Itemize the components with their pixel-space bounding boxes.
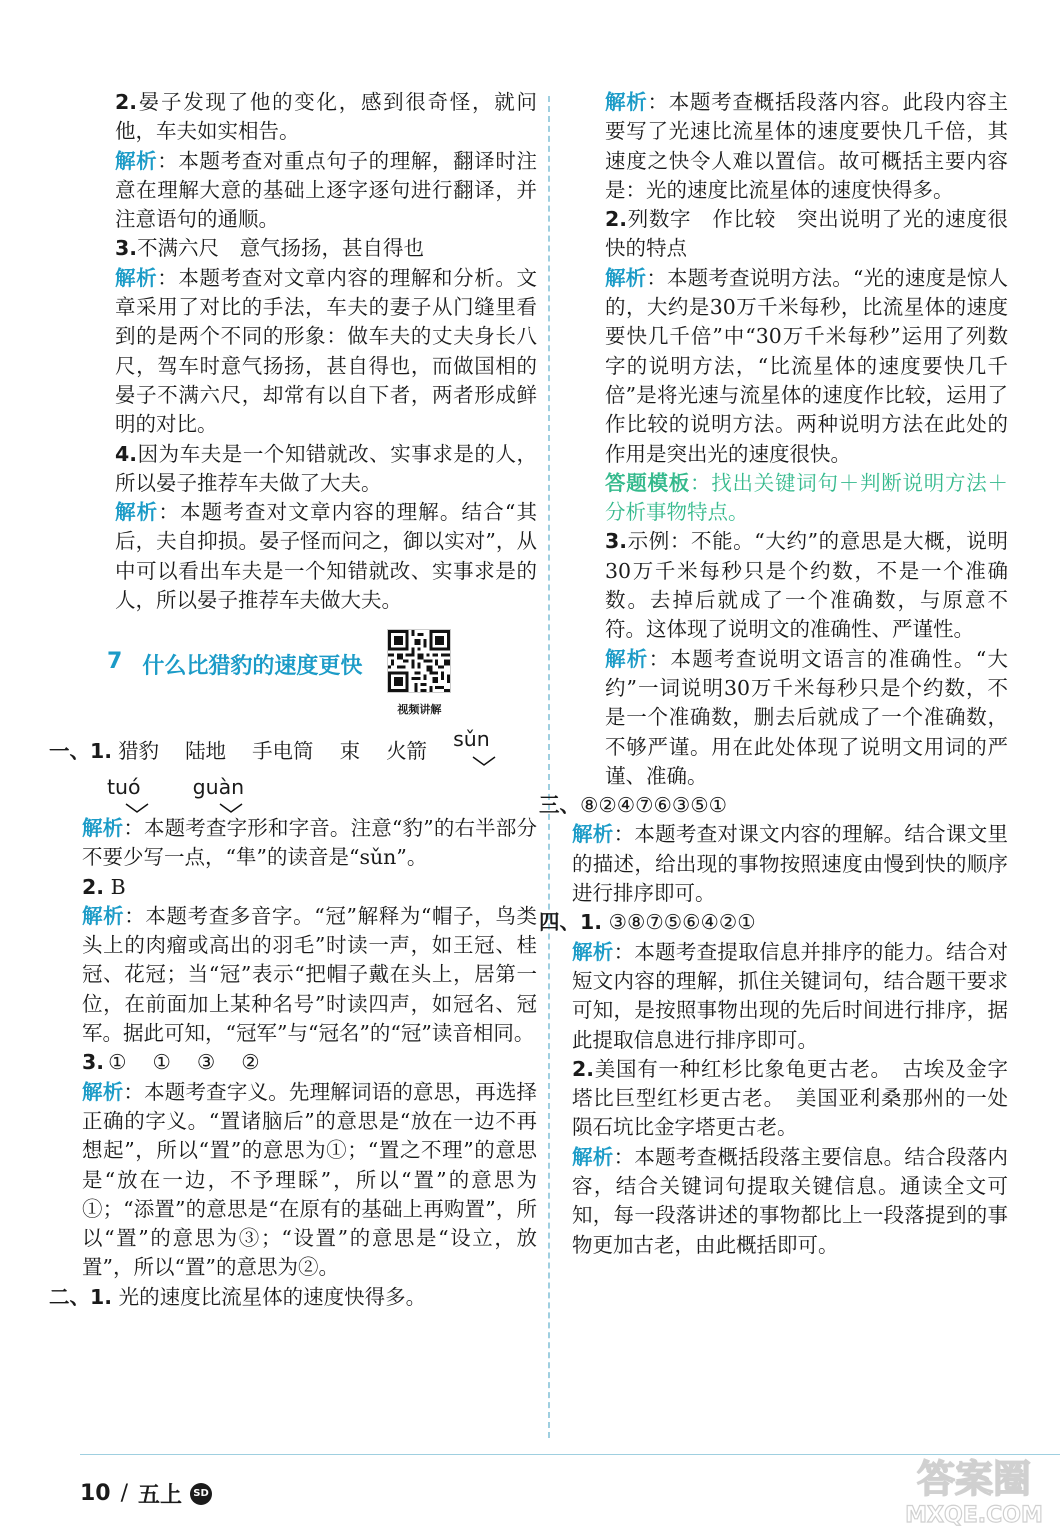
analysis-text: ：本题考查字义。先理解词语的意思，再选择正确的字义。“置诸脑后”的意思是“放在一边不再想起”，所以“置”的意思为①；“置之不理”的意思是“放在一边，不予理睬”，所以“置”的意思为①；“添置”的意思是“在原有的基础上再购置”，所以“置”的意思为③；“设置”的意思是“设立，放置”，所以“置”的意思为②。: [82, 1079, 538, 1280]
pinyin-tuo: tuó: [107, 773, 167, 814]
section-title: 什么比猎豹的速度更快: [142, 654, 363, 680]
watermark-logo: [894, 1448, 1054, 1528]
template-text: ：找出关键词句＋判断说明方法＋分析事物特点。: [605, 470, 1008, 525]
analysis-text: ：本题考查字形和字音。注意“豹”的右半部分不要少写一点，“隼”的读音是“sǔn”。: [82, 815, 537, 870]
answer-word: 束: [339, 739, 361, 764]
page-footer: 10 / 五上 SD: [80, 1478, 212, 1509]
analysis-text: ：本题考查对文章内容的理解和分析。文章采用了对比的手法，车夫的妻子从门缝里看到的是两个不同的形象：做车夫的丈夫身长八尺，驾车时意气扬扬，甚自得也，而做国相的晏子不满六尺，却常有以自下者，两者形成鲜明的对比。: [115, 265, 538, 437]
grade-label: 五上: [138, 1483, 183, 1508]
analysis-label: 解析: [82, 815, 124, 840]
answer-option: ③: [196, 1050, 216, 1075]
analysis-text: ：本题考查概括段落内容。此段内容主要写了光速比流星体的速度要快几千倍，其速度之快令人难以置信。故可概括主要内容是：光的速度比流星体的速度快得多。: [605, 90, 1008, 202]
part2-q1: 二、1. 光的速度比流星体的速度快得多。: [49, 1284, 427, 1309]
page-number: 10: [80, 1481, 111, 1506]
section-number: 7: [107, 649, 123, 675]
analysis-label: 解析: [572, 1144, 614, 1169]
check-mark-icon: [124, 802, 150, 814]
pinyin-guan: guàn: [193, 773, 271, 814]
part2-q3: 3.示例：不能。“大约”的意思是大概，说明30万千米每秒只是个约数，不是一个准确数。去掉后就成了一个准确数，与原意不符。这体现了说明文的准确性、严谨性。 解析：本题考查说明文语言的准确性。“大约”一词说明30万千米每秒只是个约数，不是一个准确数，删去后就成了一个准确数，不够严谨。用在此处体现了说明文用词的严谨、准确。: [605, 529, 1009, 788]
analysis-label: 解析: [115, 500, 159, 525]
pinyin-sun: sǔn: [453, 725, 516, 766]
left-q2: 2.晏子发现了他的变化，感到很奇怪，就问他，车夫如实相告。 解析：本题考查对重点句子的理解，翻译时注意在理解大意的基础上逐字逐句进行翻译，并注意语句的通顺。: [115, 90, 538, 232]
left-q3: 3.不满六尺 意气扬扬，甚自得也 解析：本题考查对文章内容的理解和分析。文章采用了对比的手法，车夫的妻子从门缝里看到的是两个不同的形象：做车夫的丈夫身长八尺，驾车时意气扬扬，甚自得也，而做国相的晏子不满六尺，却常有以自下者，两者形成鲜明的对比。: [115, 236, 538, 437]
answer-text: 美国有一种红杉比象龟更古老。 古埃及金字塔比巨型红杉更古老。 美国亚利桑那州的一处陨石坑比金字塔更古老。: [572, 1056, 1008, 1140]
answer-text: ③⑧⑦⑤⑥④②①: [608, 910, 756, 935]
answer-option: ①: [152, 1050, 171, 1075]
qr-block[interactable]: [386, 629, 452, 717]
check-mark-icon: [218, 802, 244, 814]
answer-text: 晏子发现了他的变化，感到很奇怪，就问他，车夫如实相告。: [115, 90, 537, 144]
answer-text: ⑧②④⑦⑥③⑤①: [580, 793, 728, 818]
left-column: [49, 88, 538, 1312]
analysis-label: 解析: [115, 148, 158, 173]
part1-q1-answers: 一、 1. 猎豹 陆地 手电筒 束 火箭 sǔn: [49, 725, 537, 766]
part1-q1-analysis: [49, 814, 537, 873]
answer-text: 列数字 作比较 突出说明了光的速度很快的特点: [605, 207, 1008, 261]
answer-text: 不满六尺: [137, 236, 220, 261]
part1-q2: 2. B 解析：本题考查多音字。“冠”解释为“帽子，鸟类头上的肉瘤或高出的羽毛”时读一声，如王冠、桂冠、花冠；当“冠”表示“把帽子戴在头上，居第一位，在前面加上某种名号”时读四声，如冠名、冠军。据此可知，“冠军”与“冠名”的“冠”读音相同。: [82, 874, 537, 1046]
part1: [49, 725, 537, 1312]
analysis-text: ：本题考查对重点句子的理解，翻译时注意在理解大意的基础上逐字逐句进行翻译，并注意语句的通顺。: [115, 148, 538, 232]
answer-word: 火箭: [386, 739, 428, 764]
qr-label: 视频讲解: [397, 703, 442, 717]
part4: 四、1. ③⑧⑦⑤⑥④②① 解析：本题考查提取信息并排序的能力。结合对短文内容的理解，抓住关键词句，结合题干要求可知，是按照事物出现的先后时间进行排序，据此提取信息进行排序即可。 2.美国有一种红杉比象龟更古老。 古埃及金字塔比巨型红杉更古老。 美国亚利桑那州的一处陨石坑比金字塔更古老。 解析：本题考查概括段落主要信息。结合段落内容，结合关键词句提取关键信息。通读全文可知，每一段落讲述的事物都比上一段落提到的事物更加古老，由此概括即可。: [539, 908, 1008, 1260]
answer-text: 因为车夫是一个知错就改、实事求是的人，所以晏子推荐车夫做了大夫。: [115, 441, 537, 495]
answer-option: ①: [108, 1050, 127, 1075]
part3: 三、⑧②④⑦⑥③⑤① 解析：本题考查对课文内容的理解。结合课文里的描述，给出现的事物按照速度由慢到快的顺序进行排序即可。: [539, 793, 1009, 906]
analysis-text: ：本题考查概括段落主要信息。结合段落内容，结合关键词句提取关键信息。通读全文可知，每一段落讲述的事物都比上一段落提到的事物更加古老，由此概括即可。: [572, 1144, 1009, 1257]
part2-q1-analysis: [572, 88, 1008, 205]
analysis-label: 解析: [572, 939, 614, 964]
answer-text: 光的速度比流星体的速度快得多。: [118, 1284, 427, 1309]
sd-badge-icon: SD: [190, 1483, 212, 1505]
svg-text:答案圈: 答案圈: [916, 1457, 1032, 1501]
analysis-label: 解析: [605, 646, 649, 671]
answer-option: ②: [241, 1050, 260, 1075]
check-mark-icon: [471, 755, 497, 767]
part1-q3: 3. ① ① ③ ② 解析：本题考查字义。先理解词语的意思，再选择正确的字义。“置诸脑后”的意思是“放在一边不再想起”，所以“置”的意思为①；“置之不理”的意思是“放在一边，不予理睬”，所以“置”的意思为①；“添置”的意思是“在原有的基础上再购置”，所以“置”的意思为③；“设置”的意思是“设立，放置”，所以“置”的意思为②。: [82, 1050, 538, 1280]
part4-q2: 2.美国有一种红杉比象龟更古老。 古埃及金字塔比巨型红杉更古老。 美国亚利桑那州的一处陨石坑比金字塔更古老。 解析：本题考查概括段落主要信息。结合段落内容，结合关键词句提取关键信息。通读全文可知，每一段落讲述的事物都比上一段落提到的事物更加古老，由此概括即可。: [572, 1056, 1009, 1257]
answer-word: 陆地: [185, 739, 227, 764]
analysis-label: 解析: [605, 90, 648, 114]
section-header: [82, 629, 537, 733]
analysis-text: ：本题考查多音字。“冠”解释为“帽子，鸟类头上的肉瘤或高出的羽毛”时读一声，如王冠、桂冠、花冠；当“冠”表示“把帽子戴在头上，居第一位，在前面加上某种名号”时读四声，如冠名、冠军。据此可知，“冠军”与“冠名”的“冠”读音相同。: [82, 903, 537, 1046]
analysis-label: 解析: [82, 1079, 124, 1104]
qr-code-icon[interactable]: [387, 629, 451, 693]
part1-q1-pinyin: [49, 773, 537, 814]
svg-text:MXQE.COM: MXQE.COM: [905, 1503, 1043, 1528]
analysis-text: ：本题考查对文章内容的理解。结合“其后，夫自抑损。晏子怪而问之，御以实对”，从中可以看出车夫是一个知错就改、实事求是的人，所以晏子推荐车夫做大夫。: [115, 500, 538, 613]
analysis-label: 解析: [605, 265, 647, 290]
analysis-text: ：本题考查提取信息并排序的能力。结合对短文内容的理解，抓住关键词句，结合题干要求可知，是按照事物出现的先后时间进行排序，据此提取信息进行排序即可。: [572, 939, 1009, 1052]
answer-text: 意气扬扬，甚自得也: [239, 236, 425, 261]
analysis-label: 解析: [572, 822, 614, 847]
analysis-label: 解析: [115, 265, 158, 290]
answer-word: 猎豹: [118, 739, 160, 764]
right-column: [539, 88, 1009, 1260]
template-label: 答题模板: [605, 470, 690, 495]
analysis-label: 解析: [82, 903, 125, 928]
left-q4: 4.因为车夫是一个知错就改、实事求是的人，所以晏子推荐车夫做了大夫。 解析：本题考查对文章内容的理解。结合“其后，夫自抑损。晏子怪而问之，御以实对”，从中可以看出车夫是一个知错就改、实事求是的人，所以晏子推荐车夫做大夫。: [115, 441, 538, 613]
part2-q2: 2.列数字 作比较 突出说明了光的速度很快的特点 解析：本题考查说明方法。“光的速度是惊人的，大约是30万千米每秒，比流星体的速度要快几千倍”中“30万千米每秒”运用了列数字的说明方法，“比流星体的速度要快几千倍”是将光速与流星体的速度作比较，运用了作比较的说明方法。两种说明方法在此处的作用是突出光的速度很快。 答题模板：找出关键词句＋判断说明方法＋分析事物特点。: [605, 207, 1009, 525]
answer-text: 示例：不能。“大约”的意思是大概，说明30万千米每秒只是个约数，不是一个准确数。去掉后就成了一个准确数，与原意不符。这体现了说明文的准确性、严谨性。: [605, 529, 1008, 642]
answer-word: 手电筒: [252, 739, 314, 764]
analysis-text: ：本题考查说明文语言的准确性。“大约”一词说明30万千米每秒只是个约数，不是一个准确数，删去后就成了一个准确数，不够严谨。用在此处体现了说明文用词的严谨、准确。: [605, 646, 1009, 788]
answer-text: B: [110, 874, 126, 899]
analysis-text: ：本题考查说明方法。“光的速度是惊人的，大约是30万千米每秒，比流星体的速度要快几千倍”中“30万千米每秒”运用了列数字的说明方法，“比流星体的速度要快几千倍”是将光速与流星体的速度作比较，运用了作比较的说明方法。两种说明方法在此处的作用是突出光的速度很快。: [605, 265, 1009, 466]
analysis-text: ：本题考查对课文内容的理解。结合课文里的描述，给出现的事物按照速度由慢到快的顺序进行排序即可。: [572, 822, 1009, 906]
